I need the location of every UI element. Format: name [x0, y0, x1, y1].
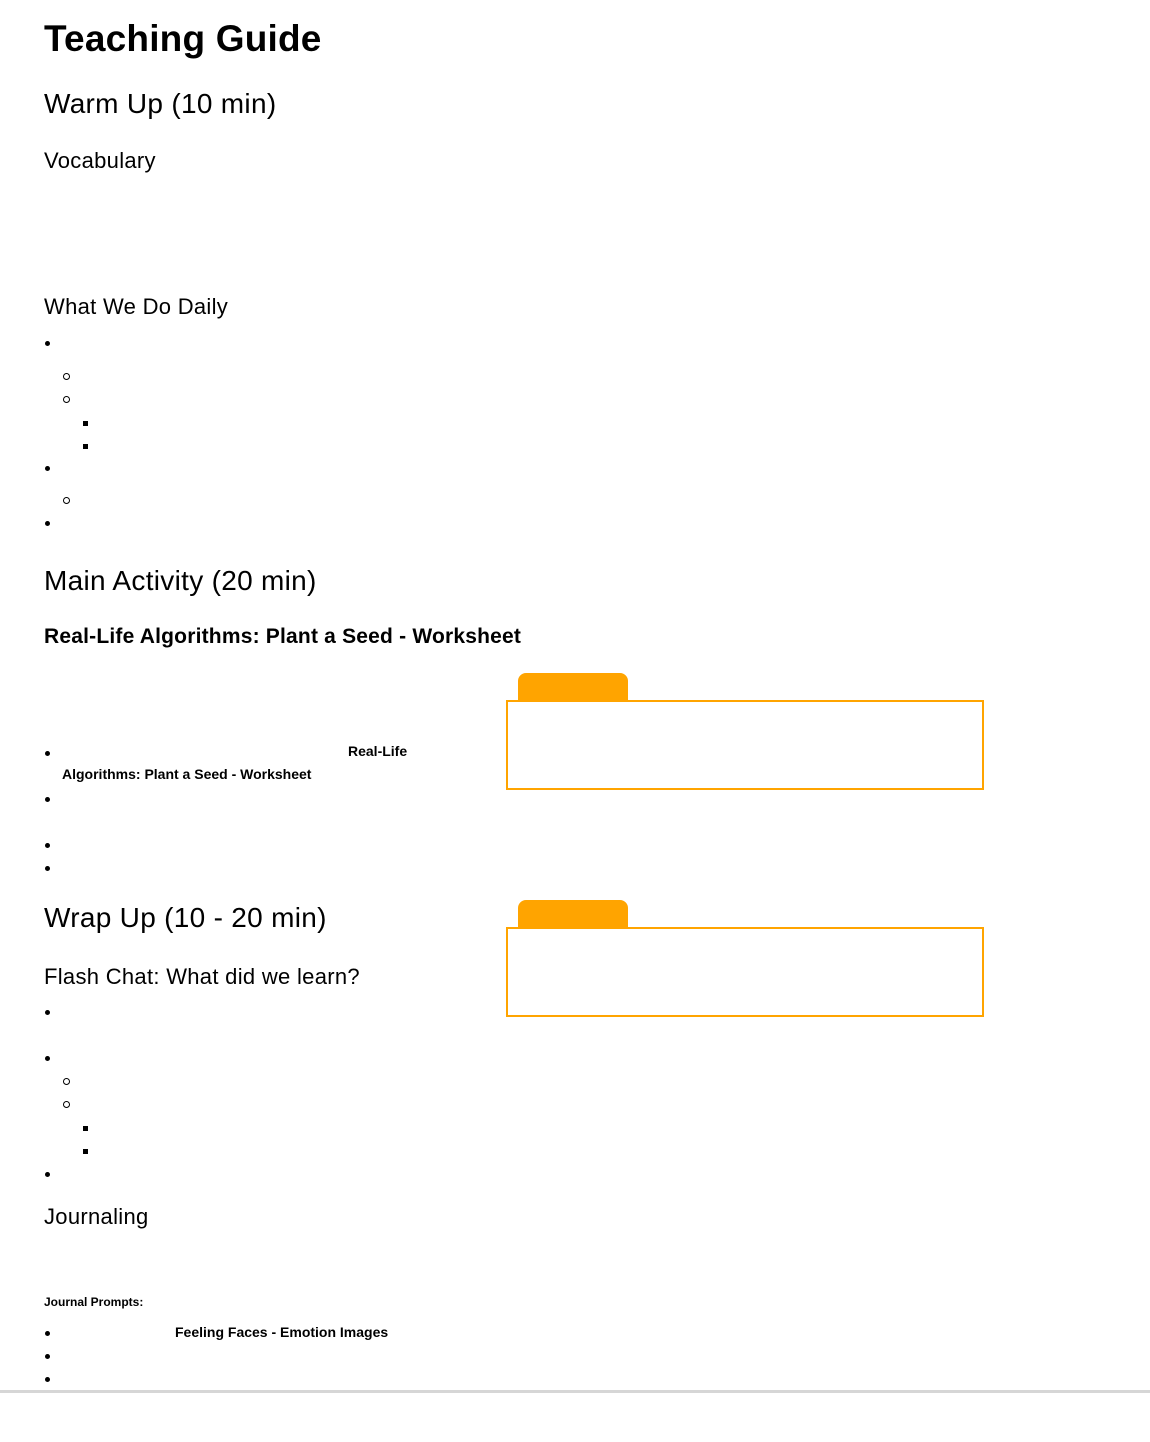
list-bullet: [45, 521, 50, 526]
list-bullet: [45, 1377, 50, 1382]
page-title: Teaching Guide: [44, 18, 322, 59]
list-bullet-square: [83, 421, 88, 426]
vocabulary-heading: Vocabulary: [44, 148, 156, 173]
worksheet-link-line1[interactable]: Real-Life: [348, 743, 408, 759]
journaling-heading: Journaling: [44, 1204, 149, 1229]
bottom-divider: [0, 1390, 1150, 1393]
main-activity-heading: Main Activity (20 min): [44, 565, 317, 596]
list-bullet-circle: [63, 1101, 70, 1108]
callout-box: [506, 700, 984, 790]
what-we-do-daily-heading: What We Do Daily: [44, 294, 229, 319]
list-bullet: [45, 866, 50, 871]
list-bullet: [45, 1354, 50, 1359]
callout-tab: [518, 900, 628, 930]
list-bullet: [45, 843, 50, 848]
list-bullet-square: [83, 1149, 88, 1154]
list-bullet: [45, 1056, 50, 1061]
wrap-up-heading: Wrap Up (10 - 20 min): [44, 902, 327, 933]
list-bullet: [45, 1010, 50, 1015]
callout-tab: [518, 673, 628, 703]
worksheet-link-line2[interactable]: Algorithms: Plant a Seed - Worksheet: [62, 766, 312, 782]
list-bullet-square: [83, 1126, 88, 1131]
list-bullet: [45, 1172, 50, 1177]
list-bullet: [45, 1331, 50, 1336]
feeling-faces-link[interactable]: Feeling Faces - Emotion Images: [175, 1324, 389, 1340]
list-bullet-circle: [63, 497, 70, 504]
list-bullet-circle: [63, 1078, 70, 1085]
journal-prompts-label: Journal Prompts:: [44, 1295, 144, 1309]
list-bullet: [45, 466, 50, 471]
callout-box: [506, 927, 984, 1017]
list-bullet: [45, 797, 50, 802]
flash-chat-heading: Flash Chat: What did we learn?: [44, 964, 360, 989]
worksheet-heading: Real-Life Algorithms: Plant a Seed - Worksheet: [44, 625, 522, 648]
list-bullet: [45, 341, 50, 346]
list-bullet-circle: [63, 373, 70, 380]
list-bullet: [45, 751, 50, 756]
list-bullet-square: [83, 444, 88, 449]
warm-up-heading: Warm Up (10 min): [44, 88, 277, 119]
list-bullet-circle: [63, 396, 70, 403]
